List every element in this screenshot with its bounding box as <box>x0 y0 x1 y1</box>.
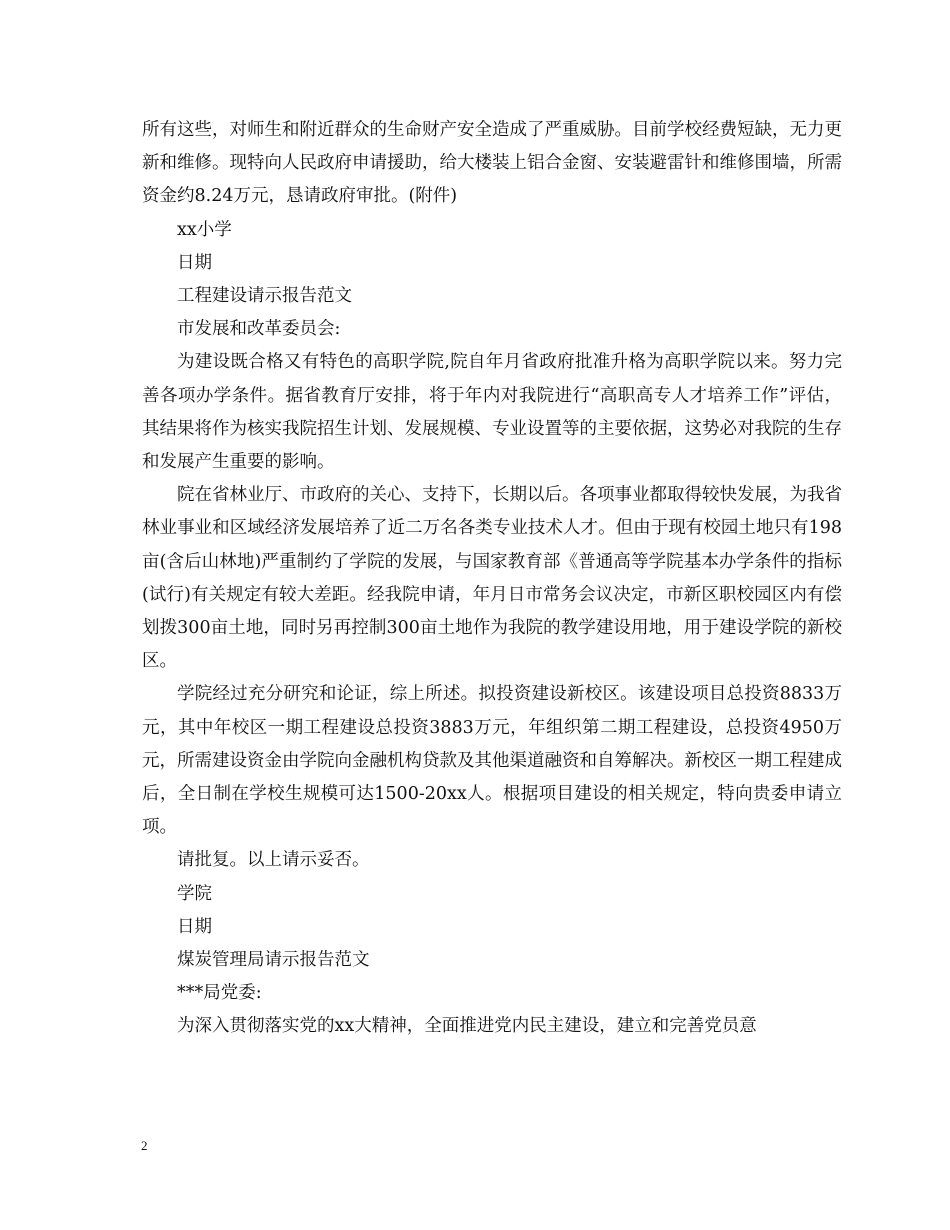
paragraph-request: 请批复。以上请示妥否。 <box>177 850 370 871</box>
section-title-coal: 煤炭管理局请示报告范文 <box>177 950 370 971</box>
document-body <box>142 114 842 1044</box>
signature-date: 日期 <box>177 252 212 273</box>
section-title-construction: 工程建设请示报告范文 <box>177 286 352 307</box>
addressee-commission: 市发展和改革委员会: <box>177 319 341 340</box>
signature-date-2: 日期 <box>177 916 212 937</box>
signature-college: 学院 <box>177 883 212 904</box>
addressee-party-committee: ***局党委: <box>177 983 262 1004</box>
paragraph-background: 为建设既合格又有特色的高职学院,院自年月省政府批准升格为高职学院以来。努力完善各项办学条件。据省教育厅安排，将于年内对我院进行“高职高专人才培养工作”评估，其结果将作为核实我院招生计划、发展规模、专业设置等的主要依据，这势必对我院的生存和发展产生重要的影响。 <box>142 352 842 473</box>
paragraph-land: 院在省林业厅、市政府的关心、支持下，长期以后。各项事业都取得较快发展，为我省林业事业和区域经济发展培养了近二万名各类专业技术人才。但由于现有校园土地只有198亩(含后山林地)严重制约了学院的发展，与国家教育部《普通高等学院基本办学条件的指标(试行)有关规定有较大差距。经我院申请，年月日市常务会议决定，市新区职校园区内有偿划拨300亩土地，同时另再控制300亩土地作为我院的教学建设用地，用于建设学院的新校区。 <box>142 485 842 672</box>
page-number: 2 <box>141 1138 148 1153</box>
paragraph-investment: 学院经过充分研究和论证，综上所述。拟投资建设新校区。该建设项目总投资8833万元，其中年校区一期工程建设总投资3883万元，年组织第二期工程建设，总投资4950万元，所需建设资金由学院向金融机构贷款及其他渠道融资和自筹解决。新校区一期工程建成后，全日制在学校生规模可达1500-20xx人。根据项目建设的相关规定，特向贵委申请立项。 <box>142 684 842 838</box>
paragraph-intro: 所有这些，对师生和附近群众的生命财产安全造成了严重威胁。目前学校经费短缺，无力更新和维修。现特向人民政府申请援助，给大楼装上铝合金窗、安装避雷针和维修围墙，所需资金约8.24万元，恳请政府审批。(附件) <box>142 120 842 207</box>
paragraph-party-building: 为深入贯彻落实党的xx大精神，全面推进党内民主建设，建立和完善党员意 <box>177 1016 757 1037</box>
signature-school: xx小学 <box>177 219 232 240</box>
